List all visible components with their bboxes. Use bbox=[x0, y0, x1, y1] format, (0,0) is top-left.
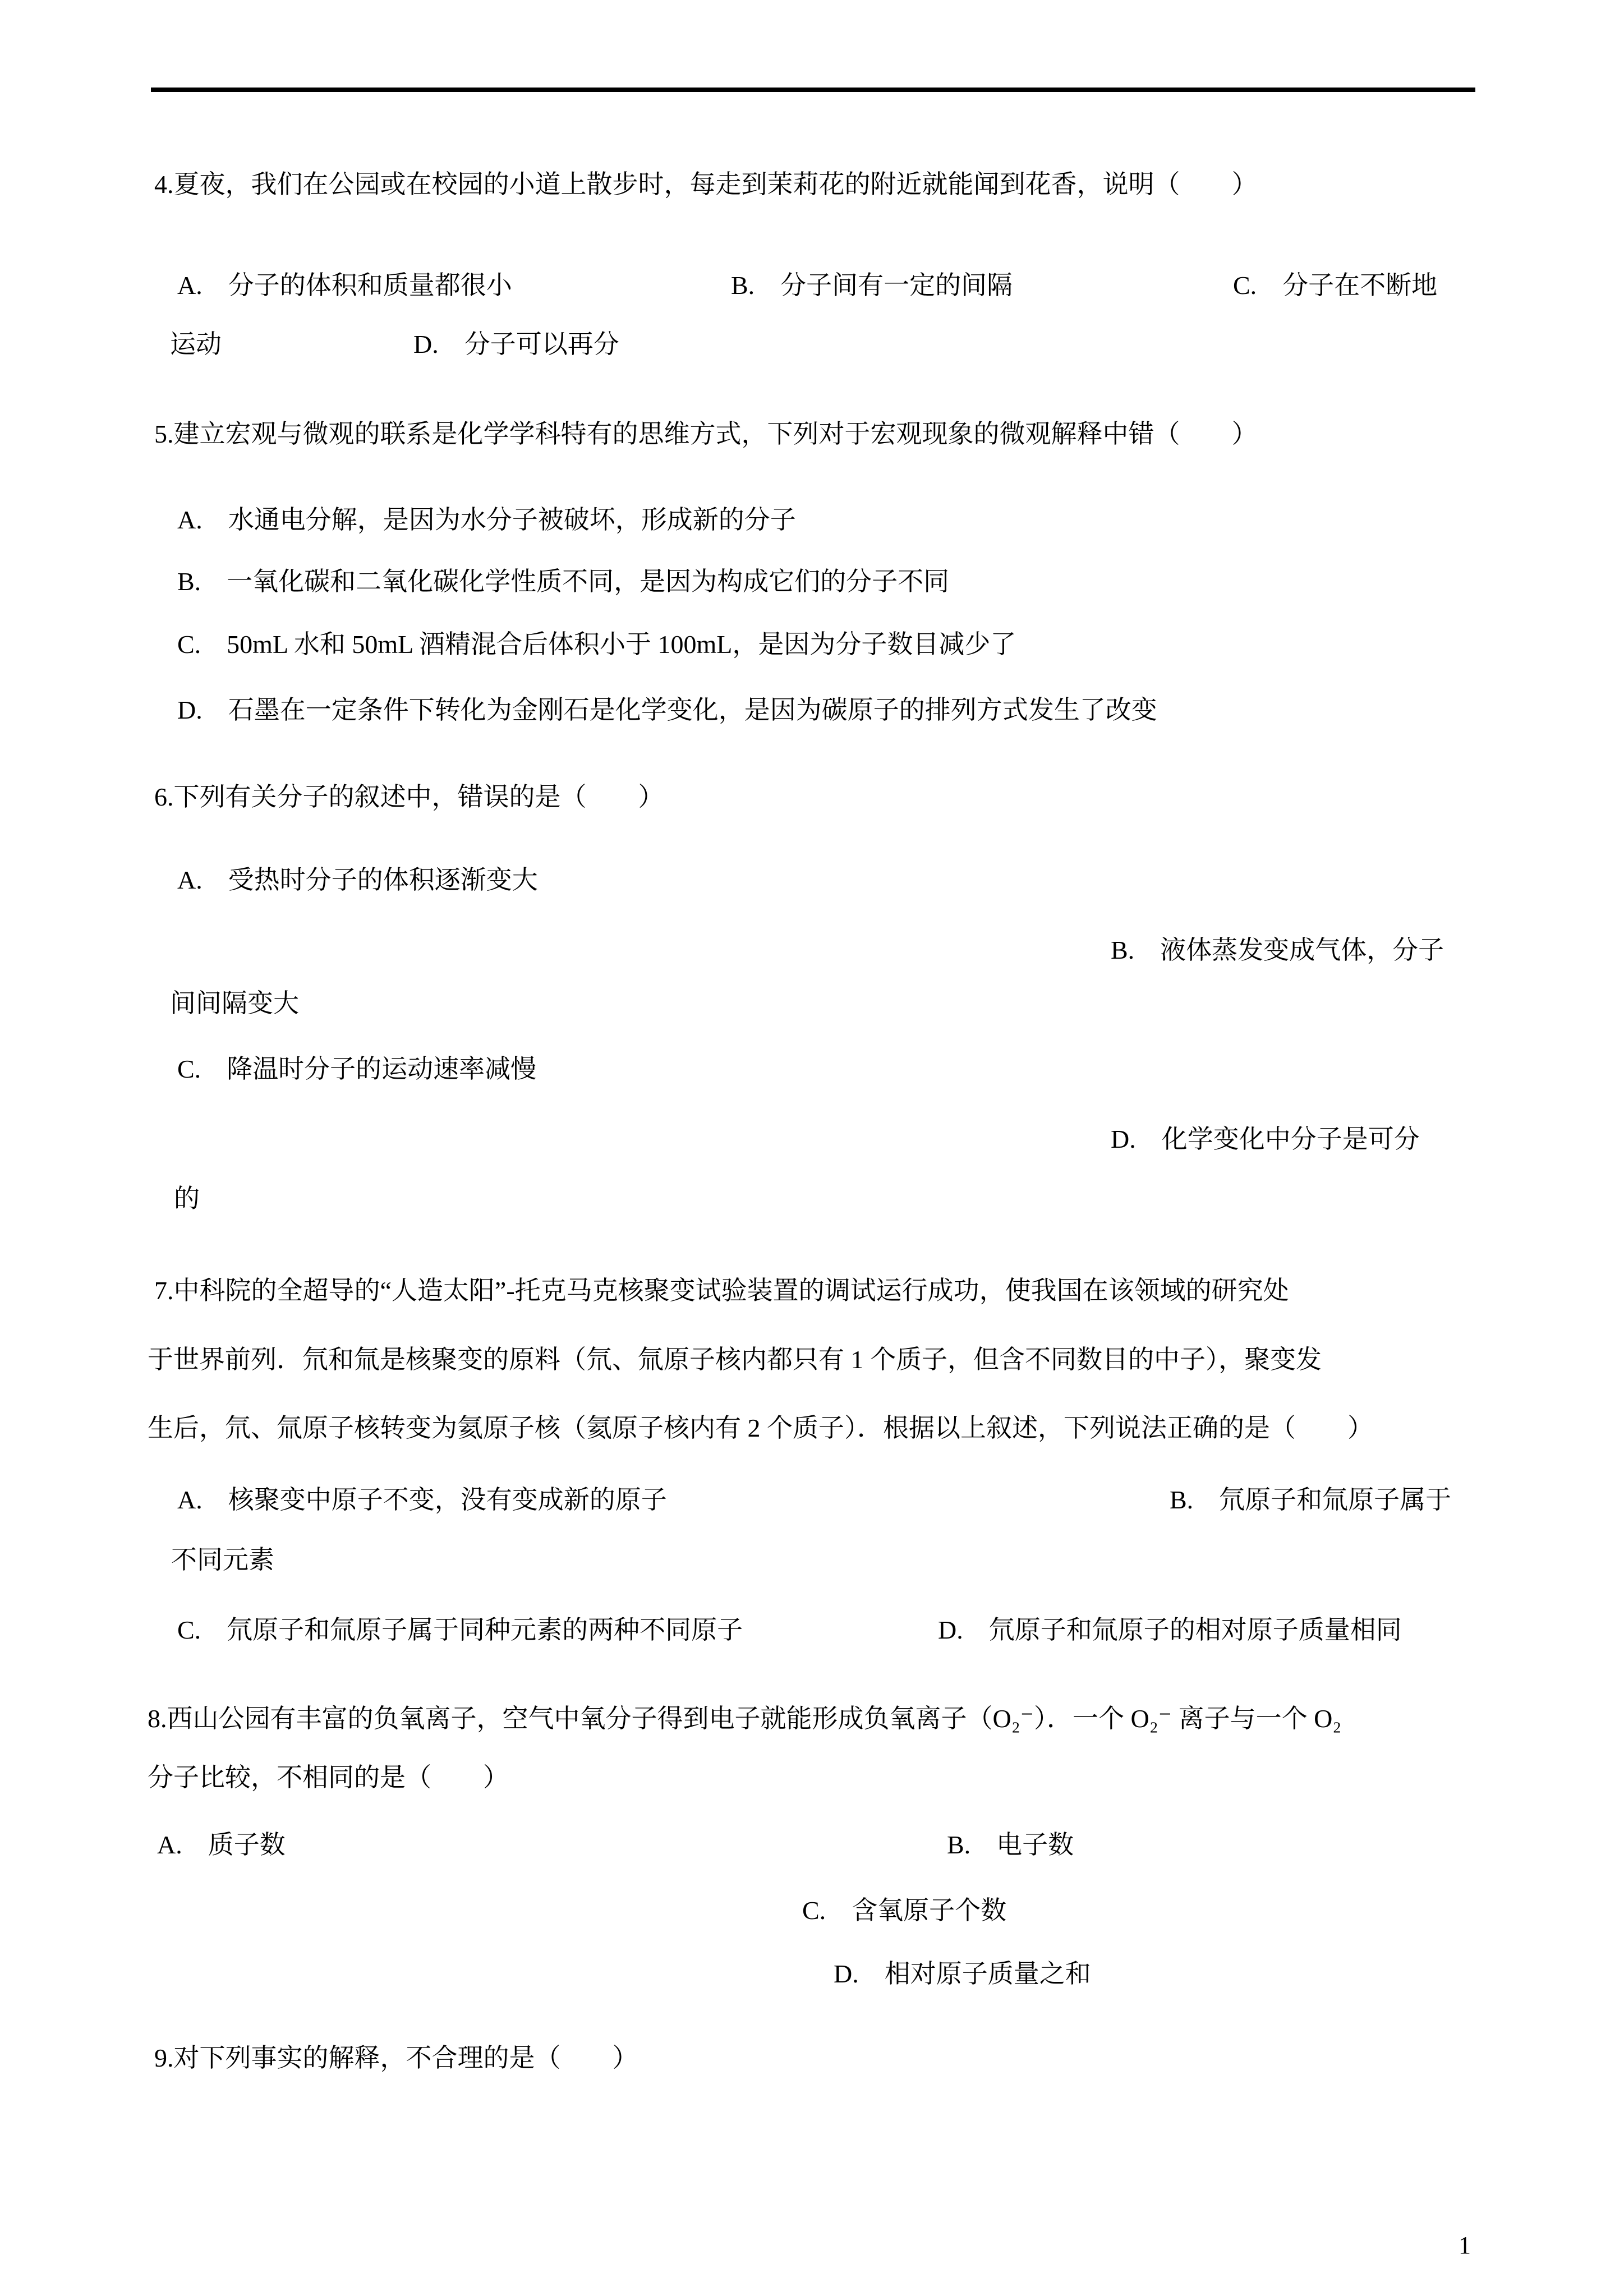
question-5-option-b: B. 一氧化碳和二氧化碳化学性质不同，是因为构成它们的分子不同 bbox=[177, 567, 950, 596]
question-8-stem-line-2: 分子比较，不相同的是（ ） bbox=[148, 1763, 509, 1792]
question-7-stem-line-1: 7.中科院的全超导的“人造太阳”‐托克马克核聚变试验装置的调试运行成功，使我国在该领域的研究处 bbox=[154, 1276, 1289, 1305]
question-6-option-d-continuation: 的 bbox=[174, 1184, 200, 1213]
question-6-stem: 6.下列有关分子的叙述中，错误的是（ ） bbox=[154, 783, 664, 811]
question-8-stem-line-1: 8.西山公园有丰富的负氧离子，空气中氧分子得到电子就能形成负氧离子（O₂⁻）．一个 O₂⁻ 离子与一个 O₂ bbox=[148, 1704, 1342, 1733]
page-number: 1 bbox=[1459, 2231, 1471, 2259]
question-5-option-a: A. 水通电分解，是因为水分子被破坏，形成新的分子 bbox=[177, 505, 796, 534]
question-4-option-c: C. 分子在不断地 bbox=[1233, 271, 1438, 300]
question-7-stem-line-3: 生后，氘、氚原子核转变为氦原子核（氦原子核内有 2 个质子）．根据以上叙述，下列说法正确的是（ ） bbox=[148, 1414, 1373, 1442]
question-8-option-a: A. 质子数 bbox=[157, 1830, 286, 1859]
question-9-stem: 9.对下列事实的解释，不合理的是（ ） bbox=[154, 2044, 638, 2072]
question-4-stem: 4.夏夜，我们在公园或在校园的小道上散步时，每走到茉莉花的附近就能闻到花香，说明（ ） bbox=[154, 170, 1258, 199]
question-5-option-d: D. 石墨在一定条件下转化为金刚石是化学变化，是因为碳原子的排列方式发生了改变 bbox=[177, 696, 1157, 724]
question-4-option-b: B. 分子间有一定的间隔 bbox=[731, 271, 1013, 300]
question-5-stem: 5.建立宏观与微观的联系是化学学科特有的思维方式，下列对于宏观现象的微观解释中错（ ） bbox=[154, 420, 1258, 448]
question-8-option-d: D. 相对原子质量之和 bbox=[834, 1959, 1091, 1988]
question-7-option-b-continuation: 不同元素 bbox=[171, 1545, 274, 1574]
question-6-option-d: D. 化学变化中分子是可分 bbox=[1111, 1125, 1420, 1153]
question-4-option-c-continuation: 运动 bbox=[170, 330, 222, 358]
question-5-option-c: C. 50mL 水和 50mL 酒精混合后体积小于 100mL，是因为分子数目减少了 bbox=[177, 630, 1016, 659]
question-4-option-a: A. 分子的体积和质量都很小 bbox=[177, 271, 512, 300]
question-6-option-a: A. 受热时分子的体积逐渐变大 bbox=[177, 866, 538, 894]
question-8-option-b: B. 电子数 bbox=[947, 1830, 1074, 1859]
question-4-option-d: D. 分子可以再分 bbox=[413, 330, 619, 358]
header-rule bbox=[151, 88, 1475, 92]
question-7-option-a: A. 核聚变中原子不变，没有变成新的原子 bbox=[177, 1485, 667, 1514]
question-8-option-c: C. 含氧原子个数 bbox=[802, 1896, 1007, 1925]
question-7-option-d: D. 氘原子和氚原子的相对原子质量相同 bbox=[938, 1616, 1402, 1644]
question-6-option-c: C. 降温时分子的运动速率减慢 bbox=[177, 1055, 537, 1083]
question-7-option-c: C. 氘原子和氚原子属于同种元素的两种不同原子 bbox=[177, 1616, 743, 1644]
question-7-stem-line-2: 于世界前列．氘和氚是核聚变的原料（氘、氚原子核内都只有 1 个质子，但含不同数目的中子），聚变发 bbox=[148, 1345, 1322, 1374]
question-7-option-b: B. 氘原子和氚原子属于 bbox=[1170, 1485, 1452, 1514]
question-6-option-b-continuation: 间间隔变大 bbox=[170, 989, 299, 1018]
question-6-option-b: B. 液体蒸发变成气体，分子 bbox=[1111, 936, 1444, 964]
